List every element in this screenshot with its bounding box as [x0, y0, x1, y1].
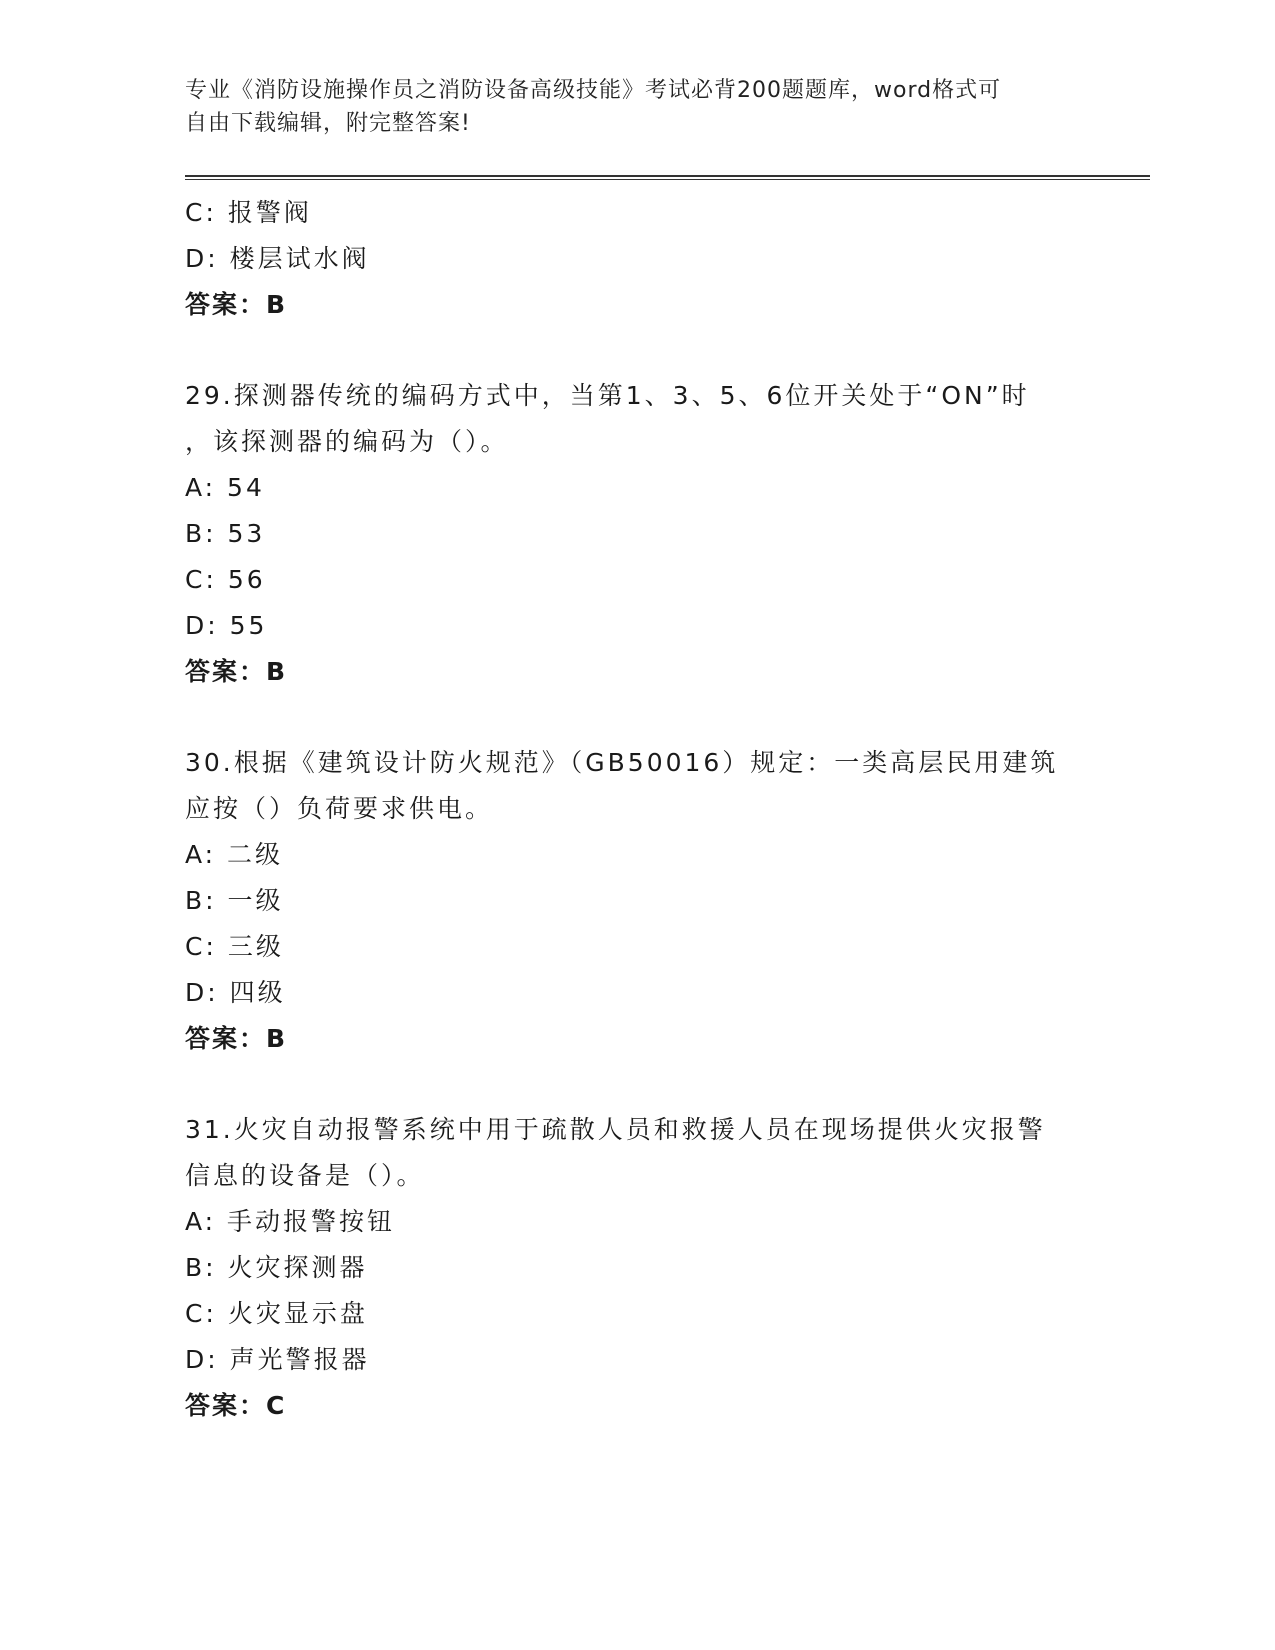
- question-content: [185, 190, 1085, 1429]
- option-c: C: 报警阀: [185, 198, 312, 227]
- question-30: [185, 740, 1085, 1062]
- question-text-line-2: ，该探测器的编码为（）。: [185, 427, 509, 456]
- option-b: B: 53: [185, 519, 266, 548]
- option-a: A: 二级: [185, 840, 284, 869]
- question-29: [185, 373, 1085, 695]
- answer-line: 答案：C: [185, 1391, 287, 1420]
- option-c: C: 火灾显示盘: [185, 1299, 368, 1328]
- option-d: D: 声光警报器: [185, 1345, 370, 1374]
- header-divider: [185, 175, 1150, 180]
- answer-line: 答案：B: [185, 657, 288, 686]
- question-gap: [185, 695, 1085, 740]
- option-d: D: 楼层试水阀: [185, 244, 370, 273]
- header-title-line-2: 自由下载编辑，附完整答案!: [185, 111, 471, 136]
- question-28-tail: [185, 190, 1085, 328]
- option-c: C: 56: [185, 565, 266, 594]
- question-gap: [185, 328, 1085, 373]
- option-a: A: 手动报警按钮: [185, 1207, 396, 1236]
- option-b: B: 一级: [185, 886, 284, 915]
- question-text-line-2: 应按（）负荷要求供电。: [185, 794, 494, 823]
- question-gap: [185, 1062, 1085, 1107]
- question-text-line-1: 31.火灾自动报警系统中用于疏散人员和救援人员在现场提供火灾报警: [185, 1115, 1046, 1144]
- header-title-line-1: 专业《消防设施操作员之消防设备高级技能》考试必背200题题库，word格式可: [185, 78, 1002, 103]
- question-text-line-2: 信息的设备是（）。: [185, 1161, 425, 1190]
- question-31: [185, 1107, 1085, 1429]
- page-header: [185, 74, 1085, 140]
- option-d: D: 55: [185, 611, 268, 640]
- option-b: B: 火灾探测器: [185, 1253, 368, 1282]
- option-d: D: 四级: [185, 978, 286, 1007]
- option-c: C: 三级: [185, 932, 284, 961]
- answer-line: 答案：B: [185, 290, 288, 319]
- question-text-line-1: 30.根据《建筑设计防火规范》（GB50016）规定：一类高层民用建筑: [185, 748, 1059, 777]
- option-a: A: 54: [185, 473, 265, 502]
- answer-line: 答案：B: [185, 1024, 288, 1053]
- question-text-line-1: 29.探测器传统的编码方式中，当第1、3、5、6位开关处于“ON”时: [185, 381, 1030, 410]
